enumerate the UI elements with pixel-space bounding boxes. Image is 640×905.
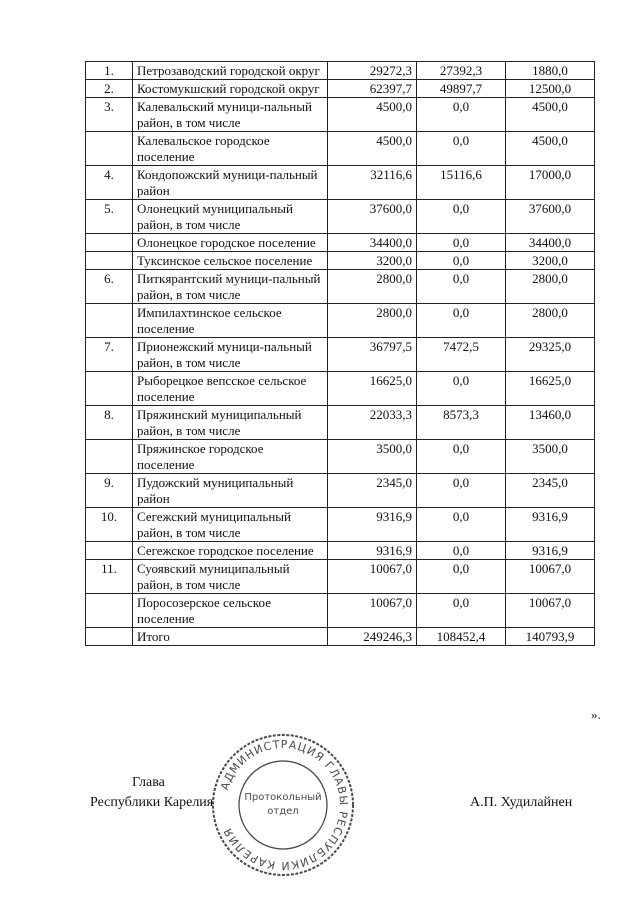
amount-3-cell: 140793,9 [506, 628, 595, 646]
row-number-cell: 7. [86, 338, 133, 372]
table-row [86, 560, 595, 594]
municipality-name-cell: Прионежский муници-пальный район, в том числе [133, 338, 328, 372]
table-row [86, 80, 595, 98]
table-row [86, 406, 595, 440]
amount-2-cell: 27392,3 [417, 62, 506, 80]
row-number-cell: 3. [86, 98, 133, 132]
amount-2-cell: 0,0 [417, 132, 506, 166]
row-number-cell: 1. [86, 62, 133, 80]
row-number-cell: 6. [86, 270, 133, 304]
municipality-name-cell: Пудожский муниципальный район [133, 474, 328, 508]
table-row [86, 304, 595, 338]
total-amount-cell: 29272,3 [328, 62, 417, 80]
table-row [86, 594, 595, 628]
total-amount-cell: 3500,0 [328, 440, 417, 474]
amount-3-cell: 4500,0 [506, 132, 595, 166]
amount-3-cell: 2345,0 [506, 474, 595, 508]
amount-3-cell: 9316,9 [506, 542, 595, 560]
municipality-name-cell: Олонецкое городское поселение [133, 234, 328, 252]
row-number-cell [86, 542, 133, 560]
amount-2-cell: 15116,6 [417, 166, 506, 200]
municipality-name-cell: Петрозаводский городской округ [133, 62, 328, 80]
total-amount-cell: 34400,0 [328, 234, 417, 252]
signature-title: Глава [132, 775, 165, 790]
amount-3-cell: 13460,0 [506, 406, 595, 440]
amount-2-cell: 0,0 [417, 98, 506, 132]
total-amount-cell: 62397,7 [328, 80, 417, 98]
amount-3-cell: 2800,0 [506, 270, 595, 304]
municipality-name-cell: Рыборецкое вепсское сельское поселение [133, 372, 328, 406]
total-amount-cell: 32116,6 [328, 166, 417, 200]
stamp-inner-ring [239, 761, 327, 849]
table-row [86, 372, 595, 406]
municipality-name-cell: Костомукшский городской округ [133, 80, 328, 98]
amount-2-cell: 0,0 [417, 594, 506, 628]
amount-2-cell: 0,0 [417, 508, 506, 542]
total-amount-cell: 2345,0 [328, 474, 417, 508]
amount-2-cell: 0,0 [417, 542, 506, 560]
table-row [86, 98, 595, 132]
municipality-name-cell: Суоявский муниципальный район, в том числе [133, 560, 328, 594]
total-amount-cell: 9316,9 [328, 508, 417, 542]
municipality-name-cell: Итого [133, 628, 328, 646]
table-body [86, 62, 595, 646]
municipality-name-cell: Калевальское городское поселение [133, 132, 328, 166]
amount-3-cell: 1880,0 [506, 62, 595, 80]
row-number-cell [86, 372, 133, 406]
total-row [86, 628, 595, 646]
table-row [86, 270, 595, 304]
amount-2-cell: 0,0 [417, 200, 506, 234]
amount-3-cell: 34400,0 [506, 234, 595, 252]
row-number-cell [86, 304, 133, 338]
total-amount-cell: 9316,9 [328, 542, 417, 560]
table-row [86, 166, 595, 200]
total-amount-cell: 4500,0 [328, 132, 417, 166]
amount-3-cell: 12500,0 [506, 80, 595, 98]
row-number-cell [86, 234, 133, 252]
municipality-name-cell: Сегежское городское поселение [133, 542, 328, 560]
amount-2-cell: 8573,3 [417, 406, 506, 440]
stamp-outer-text: АДМИНИСТРАЦИЯ ГЛАВЫ РЕСПУБЛИКИ КАРЕЛИЯ [218, 737, 351, 873]
total-amount-cell: 37600,0 [328, 200, 417, 234]
amount-3-cell: 10067,0 [506, 560, 595, 594]
municipality-name-cell: Импилахтинское сельское поселение [133, 304, 328, 338]
amount-2-cell: 0,0 [417, 304, 506, 338]
amount-2-cell: 0,0 [417, 474, 506, 508]
total-amount-cell: 3200,0 [328, 252, 417, 270]
row-number-cell: 2. [86, 80, 133, 98]
amount-2-cell: 0,0 [417, 560, 506, 594]
amount-2-cell: 0,0 [417, 372, 506, 406]
municipality-name-cell: Туксинское сельское поселение [133, 252, 328, 270]
municipality-name-cell: Сегежский муниципальный район, в том числе [133, 508, 328, 542]
table-row [86, 508, 595, 542]
amount-3-cell: 3500,0 [506, 440, 595, 474]
total-amount-cell: 22033,3 [328, 406, 417, 440]
table-row [86, 132, 595, 166]
row-number-cell [86, 252, 133, 270]
amount-2-cell: 0,0 [417, 270, 506, 304]
signature-organization: Республики Карелия [90, 795, 214, 810]
amount-3-cell: 29325,0 [506, 338, 595, 372]
row-number-cell: 9. [86, 474, 133, 508]
total-amount-cell: 36797,5 [328, 338, 417, 372]
table-row [86, 252, 595, 270]
total-amount-cell: 10067,0 [328, 560, 417, 594]
table-row [86, 200, 595, 234]
municipality-name-cell: Пряжинский муниципальный район, в том числе [133, 406, 328, 440]
stamp-inner-line1: Протокольный [244, 792, 322, 803]
total-amount-cell: 2800,0 [328, 270, 417, 304]
table-row [86, 338, 595, 372]
row-number-cell [86, 440, 133, 474]
allocation-table [85, 61, 595, 646]
amount-2-cell: 49897,7 [417, 80, 506, 98]
amount-2-cell: 108452,4 [417, 628, 506, 646]
amount-3-cell: 16625,0 [506, 372, 595, 406]
amount-2-cell: 0,0 [417, 234, 506, 252]
municipality-name-cell: Кондопожский муници-пальный район [133, 166, 328, 200]
stamp-inner-line2: отдел [267, 806, 299, 817]
row-number-cell: 5. [86, 200, 133, 234]
row-number-cell [86, 132, 133, 166]
amount-2-cell: 0,0 [417, 440, 506, 474]
table-row [86, 542, 595, 560]
row-number-cell: 8. [86, 406, 133, 440]
amount-3-cell: 3200,0 [506, 252, 595, 270]
official-stamp [208, 730, 358, 880]
table-row [86, 62, 595, 80]
table-row [86, 440, 595, 474]
table-row [86, 474, 595, 508]
row-number-cell [86, 628, 133, 646]
amount-3-cell: 2800,0 [506, 304, 595, 338]
amount-3-cell: 10067,0 [506, 594, 595, 628]
amount-3-cell: 37600,0 [506, 200, 595, 234]
total-amount-cell: 10067,0 [328, 594, 417, 628]
row-number-cell: 10. [86, 508, 133, 542]
total-amount-cell: 249246,3 [328, 628, 417, 646]
municipality-name-cell: Олонецкий муниципальный район, в том числе [133, 200, 328, 234]
amount-3-cell: 9316,9 [506, 508, 595, 542]
municipality-name-cell: Питкярантский муници-пальный район, в том числе [133, 270, 328, 304]
amount-3-cell: 17000,0 [506, 166, 595, 200]
amount-2-cell: 7472,5 [417, 338, 506, 372]
amount-3-cell: 4500,0 [506, 98, 595, 132]
amount-2-cell: 0,0 [417, 252, 506, 270]
row-number-cell [86, 594, 133, 628]
stamp-outer-ring [213, 735, 353, 875]
table-row [86, 234, 595, 252]
total-amount-cell: 4500,0 [328, 98, 417, 132]
total-amount-cell: 16625,0 [328, 372, 417, 406]
municipality-name-cell: Поросозерское сельское поселение [133, 594, 328, 628]
row-number-cell: 4. [86, 166, 133, 200]
municipality-name-cell: Пряжинское городское поселение [133, 440, 328, 474]
municipality-name-cell: Калевальский муници-пальный район, в том числе [133, 98, 328, 132]
closing-quote-mark: ». [591, 707, 601, 722]
total-amount-cell: 2800,0 [328, 304, 417, 338]
signatory-name: А.П. Худилайнен [470, 795, 573, 810]
row-number-cell: 11. [86, 560, 133, 594]
